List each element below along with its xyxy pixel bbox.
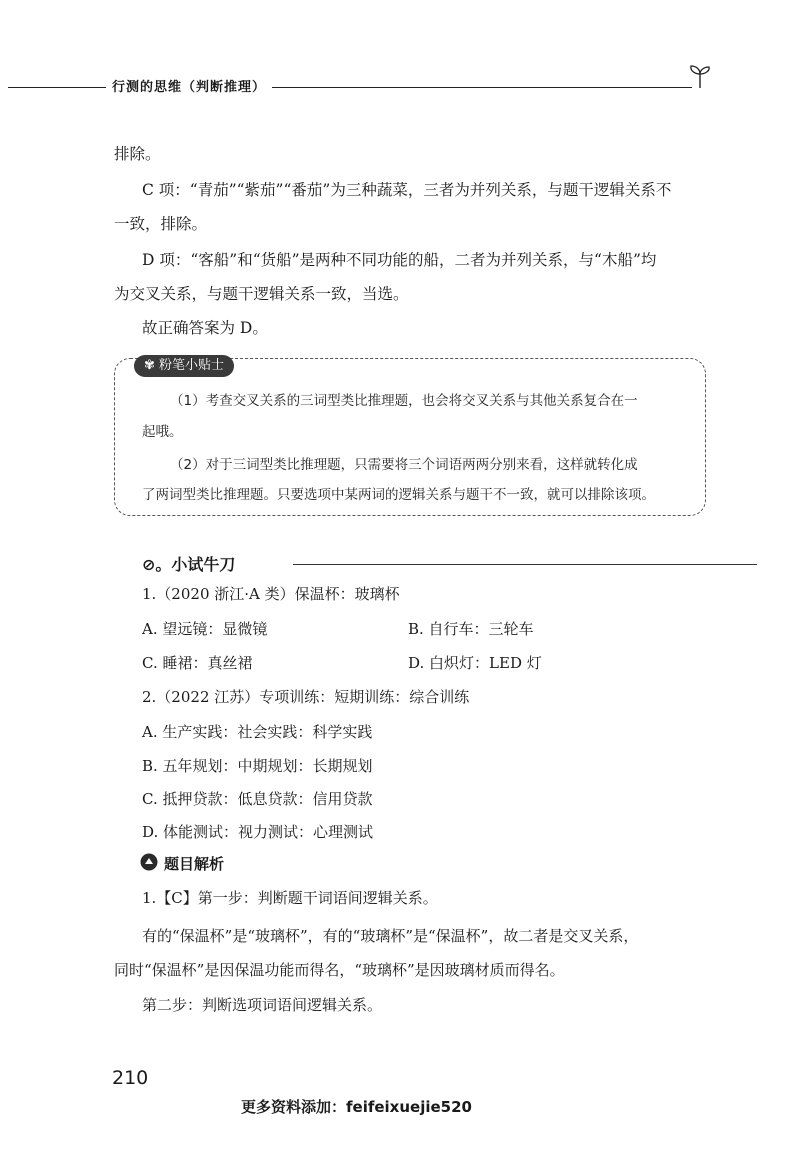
sprout-icon <box>686 62 714 90</box>
tip-point1-line1: （1）考查交叉关系的三词型类比推理题，也会将交叉关系与其他关系复合在一 <box>170 393 638 409</box>
running-header-title: 行测的思维（判断推理） <box>112 80 267 95</box>
pen-icon: ⊘。 <box>142 555 172 574</box>
answer-conclusion: 故正确答案为 D。 <box>142 319 268 337</box>
analysis-line-exclude: 排除。 <box>114 145 161 163</box>
solution-paragraph-line2: 同时“保温杯”是因保温功能而得名，“玻璃杯”是因玻璃材质而得名。 <box>114 961 565 979</box>
footer-promo: 更多资料添加：feifeixuejie520 <box>241 1098 472 1116</box>
tip-point1-line2: 起哦。 <box>142 424 183 440</box>
question2-option-d: D. 体能测试：视力测试：心理测试 <box>142 823 374 841</box>
tip-label-text: 粉笔小贴士 <box>159 358 225 373</box>
sprout-small-icon: ✾ <box>144 358 160 373</box>
question1-option-a: A. 望远镜：显微镜 <box>142 620 268 638</box>
solution-step2: 第二步：判断选项词语间逻辑关系。 <box>142 996 383 1014</box>
option-c-analysis-line2: 一致，排除。 <box>114 215 208 233</box>
practice-heading <box>142 552 235 575</box>
header-rule-left <box>8 87 106 88</box>
practice-heading-rule <box>293 564 757 565</box>
answer-analysis-icon <box>140 853 158 871</box>
question2-option-c: C. 抵押贷款：低息贷款：信用贷款 <box>142 790 373 808</box>
header-rule-right <box>272 87 692 88</box>
question2-option-b: B. 五年规划：中期规划：长期规划 <box>142 757 373 775</box>
option-d-analysis-line2: 为交叉关系，与题干逻辑关系一致，当选。 <box>114 285 409 303</box>
tip-point2-line1: （2）对于三词型类比推理题，只需要将三个词语两两分别来看，这样就转化成 <box>170 457 638 473</box>
question2-stem: 2.（2022 江苏）专项训练：短期训练：综合训练 <box>142 688 470 706</box>
question2-option-a: A. 生产实践：社会实践：科学实践 <box>142 723 373 741</box>
question1-option-d: D. 白炽灯：LED 灯 <box>408 654 542 672</box>
practice-heading-text: 小试牛刀 <box>171 555 236 574</box>
page-number: 210 <box>112 1067 149 1089</box>
solution-paragraph-line1: 有的“保温杯”是“玻璃杯”，有的“玻璃杯”是“保温杯”，故二者是交叉关系， <box>142 927 639 945</box>
solution-step1: 1.【C】第一步：判断题干词语间逻辑关系。 <box>142 889 438 907</box>
solution-heading: 题目解析 <box>164 855 225 873</box>
question1-option-c: C. 睡裙：真丝裙 <box>142 654 253 672</box>
tip-point2-line2: 了两词型类比推理题。只要选项中某两词的逻辑关系与题干不一致，就可以排除该项。 <box>142 487 655 503</box>
question1-stem: 1.（2020 浙江·A 类）保温杯：玻璃杯 <box>142 585 400 603</box>
option-d-analysis-line1: D 项：“客船”和“货船”是两种不同功能的船，二者为并列关系，与“木船”均 <box>142 251 657 269</box>
option-c-analysis-line1: C 项：“青茄”“紫茄”“番茄”为三种蔬菜，三者为并列关系，与题干逻辑关系不 <box>142 181 672 199</box>
tip-label <box>134 355 234 377</box>
question1-option-b: B. 自行车：三轮车 <box>408 620 534 638</box>
